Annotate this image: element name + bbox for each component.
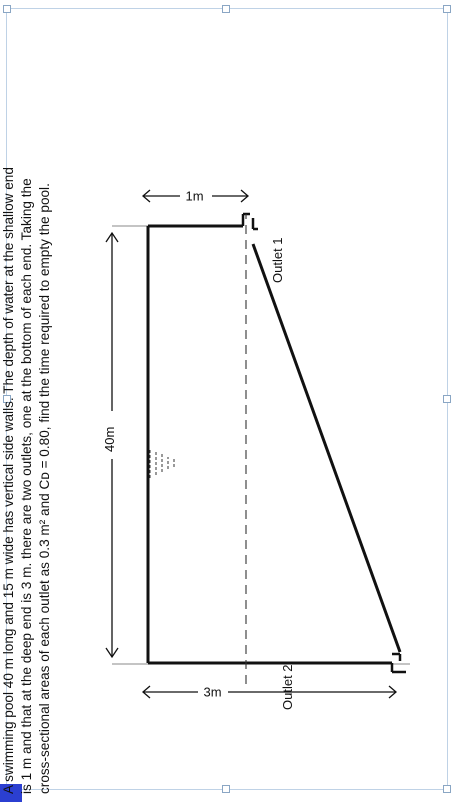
outlet-2-label: Outlet 2 [280, 664, 295, 710]
problem-line-3: cross-sectional areas of each outlet as 0.3 m² and Cᴅ = 0.80, find the time required to empty the pool. [37, 183, 53, 794]
problem-line-2: is 1 m and that at the deep end is 3 m. there are two outlets, one at the bottom of each end. Taking the [19, 178, 35, 794]
deep-depth-label: 3m [203, 684, 222, 700]
length-label: 40m [102, 426, 117, 452]
problem-line-1: A swimming pool 40 m long and 15 m wide has vertical side walls. The depth of water at the shallow end [1, 167, 16, 794]
shallow-depth-label: 1m [185, 188, 204, 204]
sloping-pool-floor [253, 244, 400, 652]
outlet-1-label: Outlet 1 [270, 237, 285, 283]
